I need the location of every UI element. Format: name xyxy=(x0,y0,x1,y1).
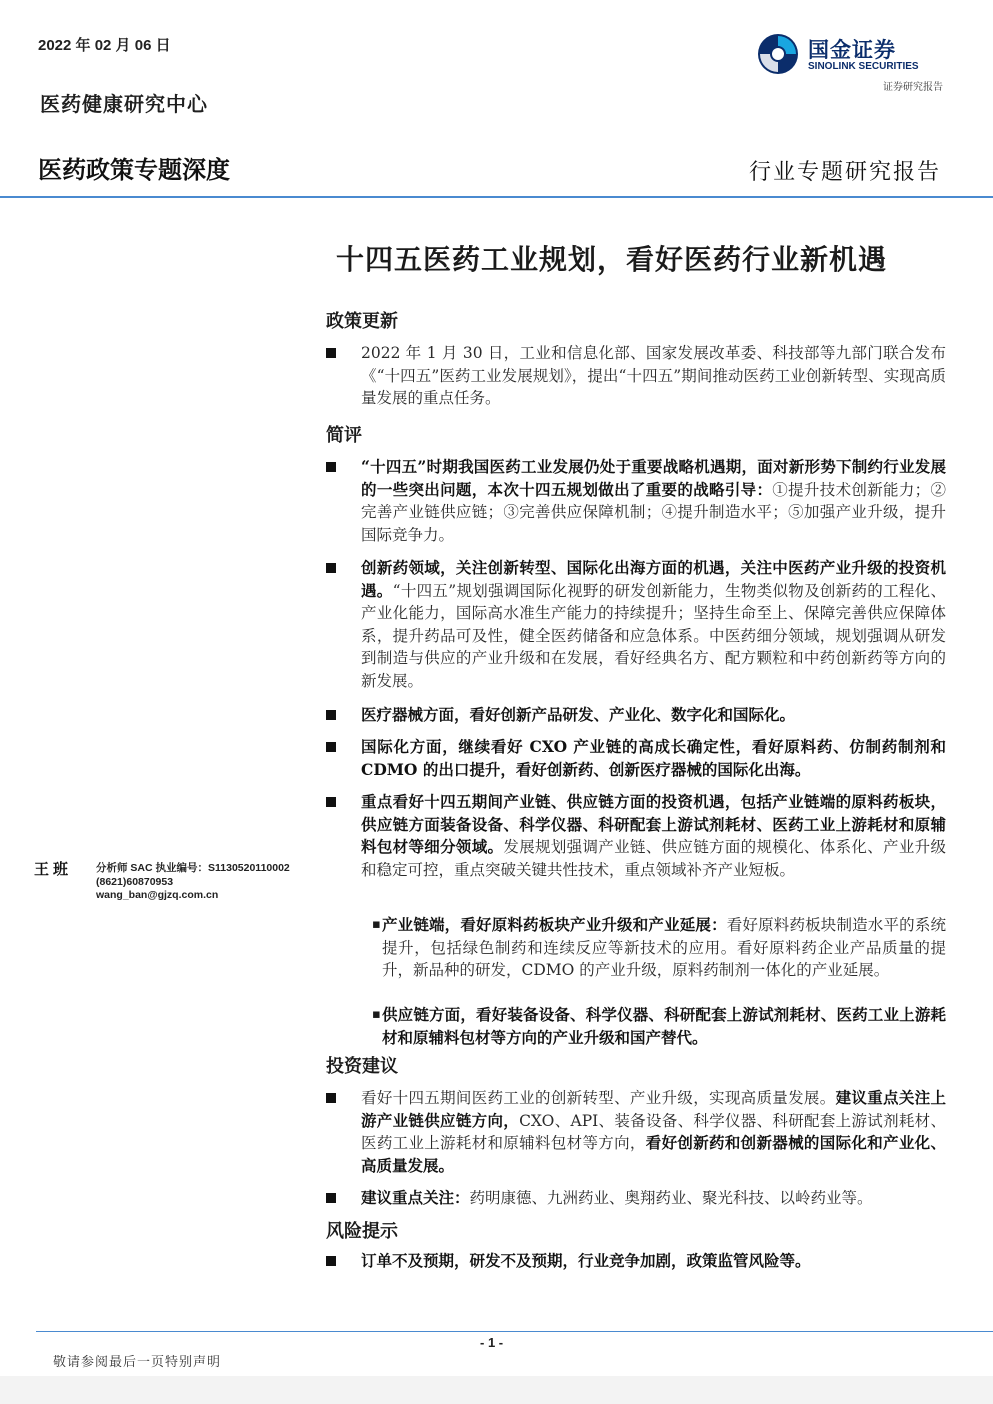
report-title: 十四五医药工业规划，看好医药行业新机遇 xyxy=(336,243,888,276)
bullet-icon xyxy=(326,1193,336,1203)
bullet-icon xyxy=(326,563,336,573)
bullet-bold-text: 订单不及预期，研发不及预期，行业竞争加剧，政策监管风险等。 xyxy=(361,1251,811,1270)
disclaimer-text: 敬请参阅最后一页特别声明 xyxy=(53,1355,222,1370)
bullet-icon xyxy=(326,797,336,807)
bullet-text: ①提升技术创新能力；②完善产业链供应链；③完善供应保障机制；④提升制造水平；⑤加强产业升级，提升国际竞争力。 xyxy=(361,480,946,544)
analyst-cert: 分析师 SAC 执业编号：S1130520110002 xyxy=(96,862,290,874)
bullet-icon xyxy=(326,1093,336,1103)
logo-mark-icon xyxy=(756,32,800,76)
bullet-icon xyxy=(326,348,336,358)
section-heading-investment: 投资建议 xyxy=(326,1056,398,1077)
square-bullet-icon: ▪ xyxy=(372,1007,381,1022)
company-logo xyxy=(756,30,946,78)
bullet-text: 看好十四五期间医药工业的创新转型、产业升级，实现高质量发展。 xyxy=(361,1089,836,1107)
footer-band xyxy=(0,1376,993,1404)
bullet-text: “十四五”规划强调国际化视野的研发创新能力，生物类似物及创新药的工程化、产业化能力，国际高水准生产能力的持续提升；坚持生命至上、保障完善供应保障体系，提升药品可及性，健全医药储备和应急体系。中医药细分领域，规划强调从研发到制造与供应的产业升级和在发展，看好经典名方、配方颗粒和中药创新药等方向的新发展。 xyxy=(361,581,946,690)
list-item xyxy=(326,791,946,881)
bullet-icon xyxy=(326,710,336,720)
footer-rule xyxy=(36,1331,993,1332)
bullet-icon xyxy=(326,1256,336,1266)
report-label: 证券研究报告 xyxy=(883,82,943,93)
series-title: 医药政策专题深度 xyxy=(38,157,230,184)
analyst-name: 王班 xyxy=(34,860,73,878)
bullet-bold-text: 国际化方面，继续看好 CXO 产业链的高成长确定性，看好原料药、仿制药制剂和 CDMO 的出口提升，看好创新药、创新医疗器械的国际化出海。 xyxy=(361,737,946,779)
list-item xyxy=(326,704,946,727)
list-item xyxy=(326,1087,946,1177)
list-item xyxy=(326,342,946,410)
list-item xyxy=(326,557,946,692)
list-item xyxy=(326,1187,946,1210)
report-type: 行业专题研究报告 xyxy=(748,160,941,185)
logo-english-name: SINOLINK SECURITIES xyxy=(808,61,919,72)
bullet-bold-text: 建议重点关注上游产业链供应链方向， xyxy=(361,1088,946,1130)
bullet-text: 发展规划强调产业链、供应链方面的规模化、体系化、产业升级和稳定可控，重点突破关键共性技术，重点领域补齐产业短板。 xyxy=(361,838,946,879)
section-heading-comment: 简评 xyxy=(326,425,362,446)
bullet-bold-text: 重点看好十四五期间产业链、供应链方面的投资机遇，包括产业链端的原料药板块，供应链方面装备设备、科学仪器、科研配套上游试剂耗材、医药工业上游耗材和原辅料包材等细分领域。 xyxy=(361,792,946,856)
sub-bullet-text: 看好原料药板块制造水平的系统提升，包括绿色制药和连续反应等新技术的应用。看好原料药企业产品质量的提升，新品种的研发，CDMO 的产业升级，原料药制剂一体化的产业延展。 xyxy=(382,916,946,979)
sub-list-item xyxy=(372,1004,946,1049)
list-item xyxy=(326,456,946,546)
analyst-phone: (8621)60870953 xyxy=(96,875,174,888)
analyst-email: wang_ban@gjzq.com.cn xyxy=(96,889,219,901)
list-item xyxy=(326,1250,946,1273)
report-date: 2022 年 02 月 06 日 xyxy=(38,37,171,54)
bullet-bold-text: 看好创新药和创新器械的国际化和产业化、高质量发展。 xyxy=(361,1133,946,1175)
bullet-text: CXO、API、装备设备、科学仪器、科研配套上游试剂耗材、医药工业上游耗材和原辅料包材等方向， xyxy=(361,1111,946,1152)
sub-bullet-bold-text: 产业链端，看好原料药板块产业升级和产业延展： xyxy=(382,915,727,934)
bullet-bold-text: 建议重点关注： xyxy=(361,1188,470,1207)
sub-list-item xyxy=(372,914,946,982)
section-heading-risk: 风险提示 xyxy=(326,1221,398,1242)
bullet-icon xyxy=(326,742,336,752)
research-center: 医药健康研究中心 xyxy=(40,92,208,116)
bullet-text: 药明康德、九洲药业、奥翔药业、聚光科技、以岭药业等。 xyxy=(469,1189,873,1207)
bullet-bold-text: 医疗器械方面，看好创新产品研发、产业化、数字化和国际化。 xyxy=(361,705,796,724)
bullet-text: 2022 年 1 月 30 日，工业和信息化部、国家发展改革委、科技部等九部门联合发布《“十四五”医药工业发展规划》，提出“十四五”期间推动医药工业创新转型、实现高质量发展的重点任务。 xyxy=(361,344,946,407)
sub-bullet-bold-text: 供应链方面，看好装备设备、科学仪器、科研配套上游试剂耗材、医药工业上游耗材和原辅料包材等方向的产业升级和国产替代。 xyxy=(382,1005,946,1047)
bullet-bold-text: “十四五”时期我国医药工业发展仍处于重要战略机遇期，面对新形势下制约行业发展的一些突出问题，本次十四五规划做出了重要的战略引导： xyxy=(361,457,946,499)
list-item xyxy=(326,736,946,781)
square-bullet-icon: ▪ xyxy=(372,917,381,932)
analyst-contact xyxy=(96,862,290,903)
bullet-bold-text: 创新药领域，关注创新转型、国际化出海方面的机遇，关注中医药产业升级的投资机遇。 xyxy=(361,558,946,600)
bullet-icon xyxy=(326,462,336,472)
section-heading-policy: 政策更新 xyxy=(326,311,398,332)
page-number: - 1 - xyxy=(480,1335,504,1350)
header-rule xyxy=(0,196,993,198)
logo-chinese-name: 国金证券 xyxy=(808,39,896,62)
